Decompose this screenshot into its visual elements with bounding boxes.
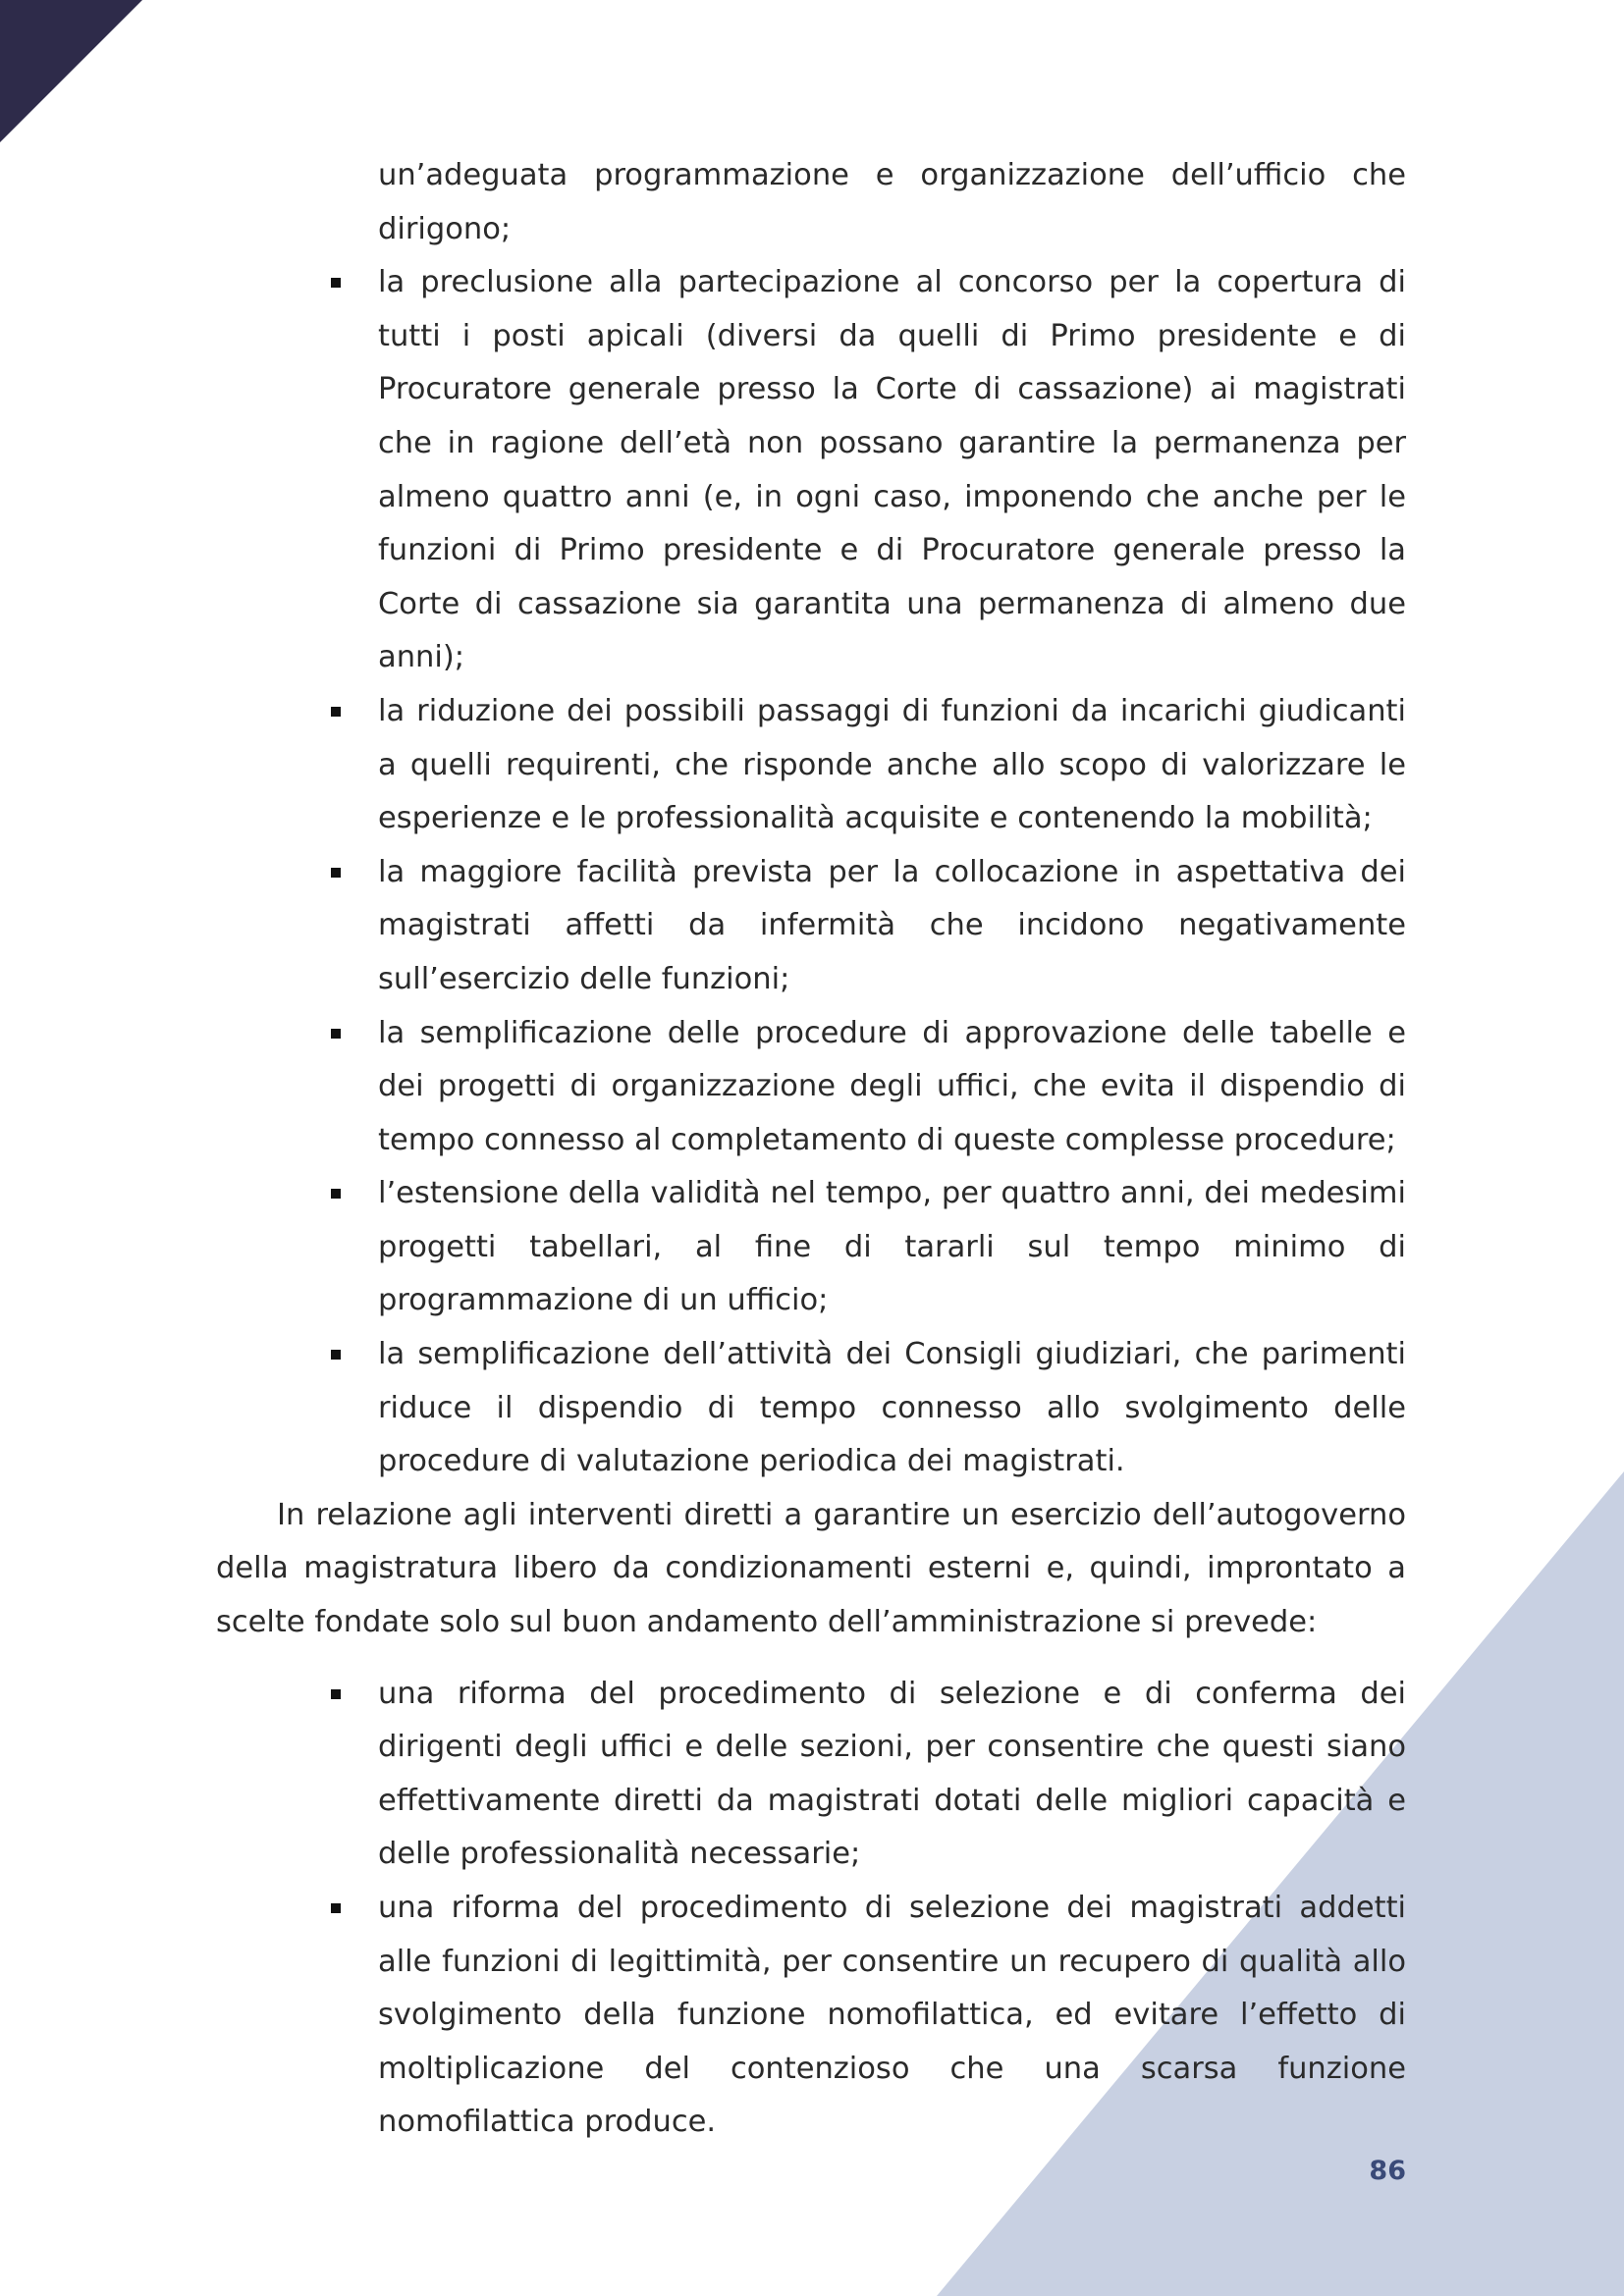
list-item: la maggiore facilità prevista per la collocazione in aspettativa dei magistrati affetti da infermità che incidono negativamente sull’esercizio delle funzioni; bbox=[378, 846, 1406, 1007]
list-item: la riduzione dei possibili passaggi di funzioni da incarichi giudicanti a quelli requirenti, che risponde anche allo scopo di valorizzare le esperienze e le professionalità acquisite e contenendo la mobilità; bbox=[378, 685, 1406, 846]
bullet-list-second bbox=[216, 1668, 1406, 2150]
list-item: la preclusione alla partecipazione al concorso per la copertura di tutti i posti apicali (diversi da quelli di Primo presidente e di Procuratore generale presso la Corte di cassazione) ai magistrati che in ragione dell’età non possano garantire la permanenza per almeno quattro anni (e, in ogni caso, imponendo che anche per le funzioni di Primo presidente e di Procuratore generale presso la Corte di cassazione sia garantita una permanenza di almeno due anni); bbox=[378, 256, 1406, 685]
list-item: una riforma del procedimento di selezione e di conferma dei dirigenti degli uffici e delle sezioni, per consentire che questi siano effettivamente diretti da magistrati dotati delle migliori capacità e delle professionalità necessarie; bbox=[378, 1668, 1406, 1882]
corner-decoration-top-left bbox=[0, 0, 142, 142]
list-item: l’estensione della validità nel tempo, per quattro anni, dei medesimi progetti tabellari, al fine di tararli sul tempo minimo di programmazione di un ufficio; bbox=[378, 1167, 1406, 1328]
document-body bbox=[216, 149, 1406, 2150]
list-item: la semplificazione delle procedure di approvazione delle tabelle e dei progetti di organizzazione degli uffici, che evita il dispendio di tempo connesso al completamento di queste complesse procedure; bbox=[378, 1007, 1406, 1168]
list-item: una riforma del procedimento di selezione dei magistrati addetti alle funzioni di legittimità, per consentire un recupero di qualità allo svolgimento della funzione nomofilattica, ed evitare l’effetto di moltiplicazione del contenzioso che una scarsa funzione nomofilattica produce. bbox=[378, 1882, 1406, 2150]
page-number: 86 bbox=[1369, 2156, 1406, 2186]
body-paragraph: In relazione agli interventi diretti a garantire un esercizio dell’autogoverno della magistratura libero da condizionamenti esterni e, quindi, improntato a scelte fondate solo sul buon andamento dell’amministrazione si prevede: bbox=[216, 1497, 1406, 1640]
bullet-list-first bbox=[216, 256, 1406, 1489]
continued-list-item: un’adeguata programmazione e organizzazione dell’ufficio che dirigono; bbox=[378, 158, 1406, 246]
list-item: la semplificazione dell’attività dei Consigli giudiziari, che parimenti riduce il dispendio di tempo connesso allo svolgimento delle procedure di valutazione periodica dei magistrati. bbox=[378, 1328, 1406, 1489]
